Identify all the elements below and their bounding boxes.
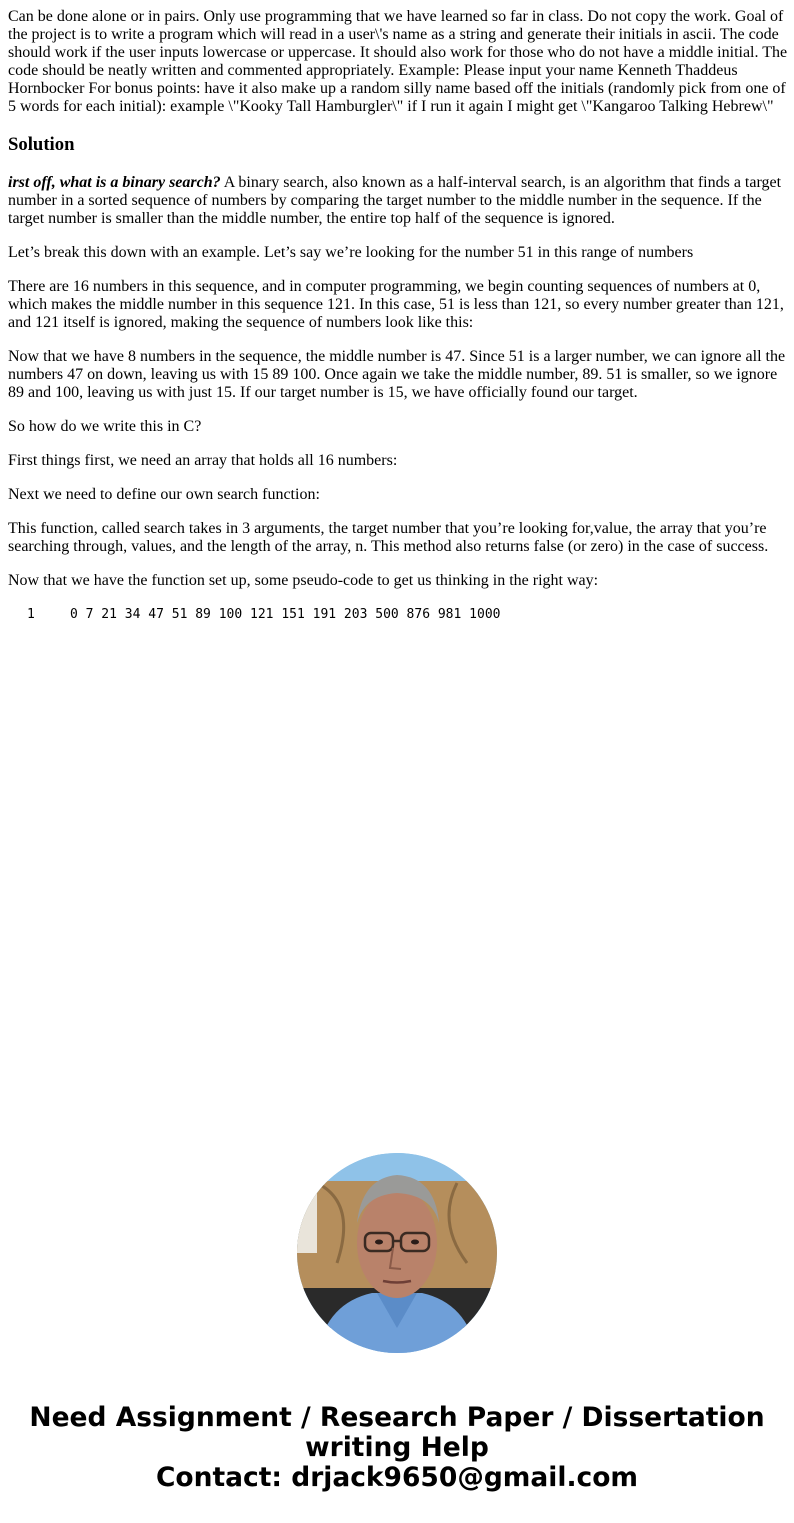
intro-paragraph <box>8 174 788 228</box>
promo-line-help: Need Assignment / Research Paper / Dissertation writing Help <box>29 1402 765 1463</box>
code-line-number: 1 <box>27 607 35 622</box>
code-block <box>8 606 788 623</box>
paragraph-c-question: So how do we write this in C? <box>8 418 202 435</box>
paragraph-sequence: There are 16 numbers in this sequence, and in computer programming, we begin counting sequences of numbers at 0, which makes the middle number in this sequence 121. In this case, 51 is less than 121, so every number greater than 121, and 121 itself is ignored, making the sequence of numbers look like this: <box>8 278 784 331</box>
avatar-portrait-icon <box>297 1153 497 1353</box>
code-line-text: 0 7 21 34 47 51 89 100 121 151 191 203 500 876 981 1000 <box>70 607 501 622</box>
document-body <box>8 8 788 623</box>
promo-line-contact: Contact: drjack9650@gmail.com <box>155 1462 639 1493</box>
paragraph-halving: Now that we have 8 numbers in the sequence, the middle number is 47. Since 51 is a larger number, we can ignore all the numbers 47 on down, leaving us with 15 89 100. Once again we take the middle number, 89. 51 is smaller, so we ignore 89 and 100, leaving us with just 15. If our target number is 15, we have officially found our target. <box>8 348 786 401</box>
paragraph-array: First things first, we need an array that holds all 16 numbers: <box>8 452 398 469</box>
question-text: Can be done alone or in pairs. Only use programming that we have learned so far in class. Do not copy the work. Goal of the project is to write a program which will read in a user\'s name as a string and generate their initials in ascii. The code should work if the user inputs lowercase or uppercase. It should also work for those who do not have a middle initial. The code should be neatly written and commented appropriately. Example: Please input your name Kenneth Thaddeus Hornbocker For bonus points: have it also make up a random silly name based off the initials (randomly pick from one of 5 words for each initial): example \"Kooky Tall Hamburgler\" if I run it again I might get \"Kangaroo Talking Hebrew\" <box>8 8 788 115</box>
paragraph-pseudocode: Now that we have the function set up, some pseudo-code to get us thinking in the right way: <box>8 572 599 589</box>
intro-rest: A binary search, also known as a half-interval search, is an algorithm that finds a target number in a sorted sequence of numbers by comparing the target number to the middle number in the sequence. If the target number is smaller than the middle number, the entire top half of the sequence is ignored. <box>8 174 782 227</box>
promo-banner <box>0 1403 794 1493</box>
avatar <box>297 1153 497 1353</box>
intro-lead: irst off, what is a binary search? <box>8 174 221 191</box>
paragraph-function: Next we need to define our own search function: <box>8 486 320 503</box>
paragraph-example: Let’s break this down with an example. Let’s say we’re looking for the number 51 in this range of numbers <box>8 244 694 261</box>
paragraph-arguments: This function, called search takes in 3 arguments, the target number that you’re looking for,value, the array that you’re searching through, values, and the length of the array, n. This method also returns false (or zero) in the case of success. <box>8 520 769 555</box>
solution-heading: Solution <box>8 134 75 155</box>
